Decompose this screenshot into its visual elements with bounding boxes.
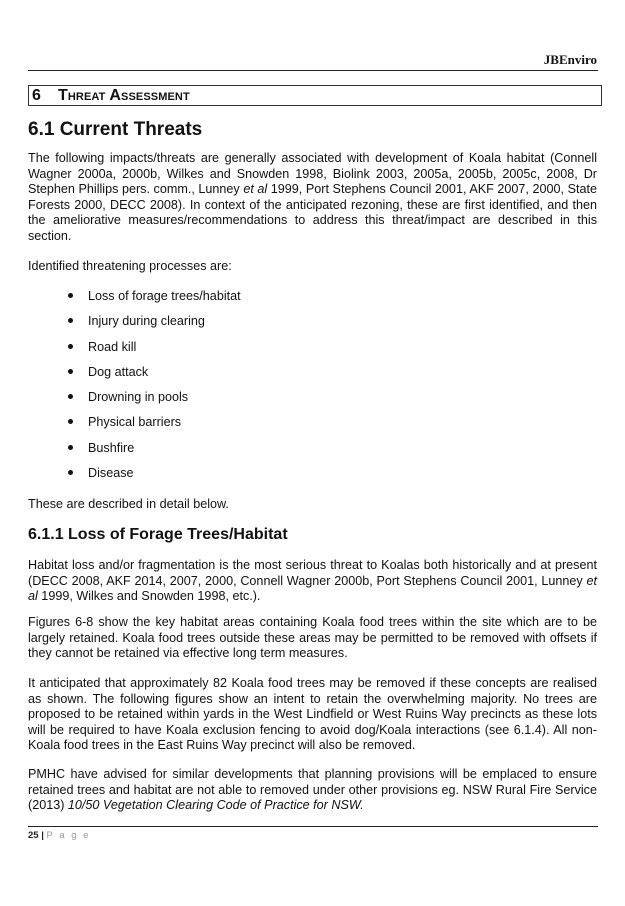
threat-list bbox=[68, 286, 241, 488]
list-item: Bushfire bbox=[68, 438, 241, 463]
bullet-icon bbox=[68, 318, 73, 323]
heading-loss-of-forage-trees: 6.1.1 Loss of Forage Trees/Habitat bbox=[28, 526, 288, 543]
list-item: Loss of forage trees/habitat bbox=[68, 286, 241, 311]
pmhc-paragraph bbox=[28, 767, 597, 814]
bullet-icon bbox=[68, 344, 73, 349]
section-heading-box bbox=[28, 85, 602, 106]
bullet-icon bbox=[68, 394, 73, 399]
list-item: Road kill bbox=[68, 337, 241, 362]
bullet-icon bbox=[68, 445, 73, 450]
heading-current-threats: 6.1 Current Threats bbox=[28, 119, 203, 140]
list-item: Disease bbox=[68, 463, 241, 488]
list-item: Physical barriers bbox=[68, 412, 241, 437]
habitat-text-part1: Habitat loss and/or fragmentation is the most serious threat to Koalas both historically and at present (DECC 2008, AKF 2014, 2007, 2000, Connell Wagner 2000b, Port Stephens Council 2001, Lunney bbox=[28, 558, 597, 588]
bullet-icon bbox=[68, 293, 73, 298]
intro-text-part2: 1999, Port Stephens Council 2001, AKF 2007, 2000, State Forests 2000, DECC 2008). In context of the anticipated rezoning, these are first identified, and then the ameliorative measures/recommendations to address this threat/impact are described in this section. bbox=[28, 182, 597, 243]
pmhc-text: PMHC have advised for similar developments that planning provisions will be emplaced to ensure retained trees and habitat are not able to removed under other provisions eg. NSW Rural Fire Service (2013) bbox=[28, 767, 597, 813]
intro-etal: et al bbox=[243, 182, 268, 197]
figures-paragraph: Figures 6-8 show the key habitat areas containing Koala food trees within the site which are to be largely retained. Koala food trees outside these areas may be permitted to be removed with offsets if they cannot be retained via effective long term measures. bbox=[28, 615, 597, 661]
identified-label: Identified threatening processes are: bbox=[28, 259, 232, 273]
described-below-text: These are described in detail below. bbox=[28, 497, 229, 511]
intro-paragraph bbox=[28, 151, 597, 245]
list-item: Injury during clearing bbox=[68, 311, 241, 336]
pmhc-code-title: 10/50 Vegetation Clearing Code of Practice for NSW. bbox=[67, 798, 364, 813]
footer-divider bbox=[28, 826, 598, 827]
section-title: Threat Assessment bbox=[58, 87, 190, 104]
section-number: 6 bbox=[32, 87, 41, 104]
habitat-etal: et al bbox=[28, 573, 597, 604]
habitat-paragraph bbox=[28, 558, 597, 605]
intro-text-part1: The following impacts/threats are generally associated with development of Koala habitat (Connell Wagner 2000a, 2000b, Wilkes and Snowden 1998, Biolink 2003, 2005a, 2005b, 2005c, 2008, Dr Stephen Phillips pers. comm., Lunney bbox=[28, 151, 597, 197]
brand-logo-text: JBEnviro bbox=[543, 52, 597, 67]
list-item: Dog attack bbox=[68, 362, 241, 387]
header-divider bbox=[28, 70, 598, 71]
page-word: P a g e bbox=[46, 830, 91, 841]
anticipated-paragraph: It anticipated that approximately 82 Koala food trees may be removed if these concepts are realised as shown. The following figures show an intent to retain the overwhelming majority. No trees are proposed to be retained within yards in the West Lindfield or West Ruins Way precincts as these lots will be required to have Koala exclusion fencing to avoid dog/Koala interactions (see 6.1.4). All non-Koala food trees in the East Ruins Way precinct will also be removed. bbox=[28, 676, 597, 753]
list-item: Drowning in pools bbox=[68, 387, 241, 412]
bullet-icon bbox=[68, 419, 73, 424]
bullet-icon bbox=[68, 470, 73, 475]
bullet-icon bbox=[68, 369, 73, 374]
habitat-text-part2: 1999, Wilkes and Snowden 1998, etc.). bbox=[37, 589, 261, 604]
page-footer bbox=[28, 830, 90, 841]
page-number: 25 bbox=[28, 830, 39, 841]
footer-separator: | bbox=[38, 830, 47, 841]
